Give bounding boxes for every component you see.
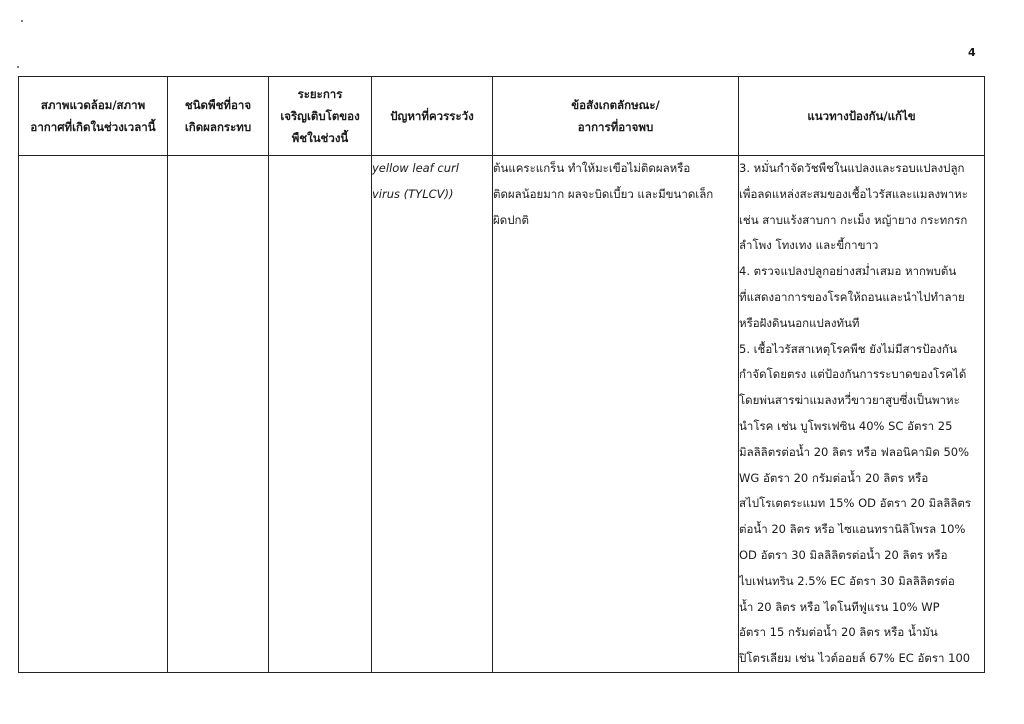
scan-speck — [17, 66, 19, 68]
cell-line: virus (TYLCV)) — [372, 186, 454, 201]
header-symptoms: ข้อสังเกตลักษณะ/ อาการที่อาจพบ — [493, 77, 739, 156]
cell-line: WG อัตรา 20 กรัมต่อน้ำ 20 ลิตร หรือ — [739, 470, 929, 485]
cell-line: ปิโตรเลียม เช่น ไวต์ออยล์ 67% EC อัตรา 100 — [739, 651, 971, 666]
cell-prevention — [739, 156, 985, 673]
cell-growth-stage — [269, 156, 372, 673]
cell-line: สไปโรเตตระแมท 15% OD อัตรา 20 มิลลิลิตร — [739, 496, 972, 511]
cell-line: yellow leaf curl — [372, 161, 459, 175]
cell-line: 4. ตรวจแปลงปลูกอย่างสม่ำเสมอ หากพบต้น — [739, 264, 957, 279]
header-crop: ชนิดพืชที่อาจ เกิดผลกระทบ — [168, 77, 269, 156]
cell-line: 5. เชื้อไวรัสสาเหตุโรคพืช ยังไม่มีสารป้องกัน — [739, 341, 957, 356]
cell-problem — [372, 156, 493, 673]
scan-speck — [21, 20, 23, 22]
cell-line: ต่อน้ำ 20 ลิตร หรือ ไซแอนทรานิลิโพรล 10% — [739, 522, 966, 537]
cell-line: มิลลิลิตรต่อน้ำ 20 ลิตร หรือ ฟลอนิคามิด 50% — [739, 444, 970, 459]
header-growth-stage: ระยะการ เจริญเติบโตของ พืชในช่วงนี้ — [269, 77, 372, 156]
header-prevention: แนวทางป้องกัน/แก้ไข — [739, 77, 985, 156]
cell-line: กำจัดโดยตรง แต่ป้องกันการระบาดของโรคได้ — [739, 367, 967, 382]
prevention-text — [739, 156, 984, 672]
cell-line: OD อัตรา 30 มิลลิลิตรต่อน้ำ 20 ลิตร หรือ — [739, 547, 948, 562]
cell-line: ไบเฟนทริน 2.5% EC อัตรา 30 มิลลิลิตรต่อ — [739, 573, 955, 588]
cell-line: นำโรค เช่น บูโพรเฟซิน 40% SC อัตรา 25 — [739, 418, 953, 433]
cell-line: น้ำ 20 ลิตร หรือ ไดโนทีฟูแรน 10% WP — [739, 599, 940, 614]
cell-line: ผิดปกติ — [493, 212, 529, 227]
cell-line: หรือฝังดินนอกแปลงทันที — [739, 315, 860, 330]
recommendation-table — [18, 76, 985, 673]
cell-crop — [168, 156, 269, 673]
problem-text — [372, 156, 492, 208]
cell-line: เพื่อลดแหล่งสะสมของเชื้อไวรัสและแมลงพาหะ — [739, 186, 968, 201]
page-number: 4 — [968, 46, 976, 59]
cell-line: ลำโพง โทงเทง และขี้กาขาว — [739, 238, 879, 253]
cell-line: ติดผลน้อยมาก ผลจะบิดเบี้ยว และมีขนาดเล็ก — [493, 186, 714, 201]
table-header-row — [19, 77, 985, 156]
header-environment: สภาพแวดล้อม/สภาพ อากาศที่เกิดในช่วงเวลานี้ — [19, 77, 168, 156]
cell-environment — [19, 156, 168, 673]
cell-line: อัตรา 15 กรัมต่อน้ำ 20 ลิตร หรือ น้ำมัน — [739, 625, 938, 640]
cell-symptoms — [493, 156, 739, 673]
cell-line: ต้นแคระแกร็น ทำให้มะเขือไม่ติดผลหรือ — [493, 161, 691, 175]
table-row — [19, 156, 985, 673]
cell-line: เช่น สาบแร้งสาบกา กะเม็ง หญ้ายาง กระทกรก — [739, 212, 968, 227]
cell-line: โดยพ่นสารฆ่าแมลงหวี่ขาวยาสูบซึ่งเป็นพาหะ — [739, 393, 960, 408]
cell-line: ที่แสดงอาการของโรคให้ถอนและนำไปทำลาย — [739, 289, 965, 304]
header-problem: ปัญหาที่ควรระวัง — [372, 77, 493, 156]
cell-line: 3. หมั่นกำจัดวัชพืชในแปลงและรอบแปลงปลูก — [739, 161, 965, 175]
symptom-text — [493, 156, 738, 233]
